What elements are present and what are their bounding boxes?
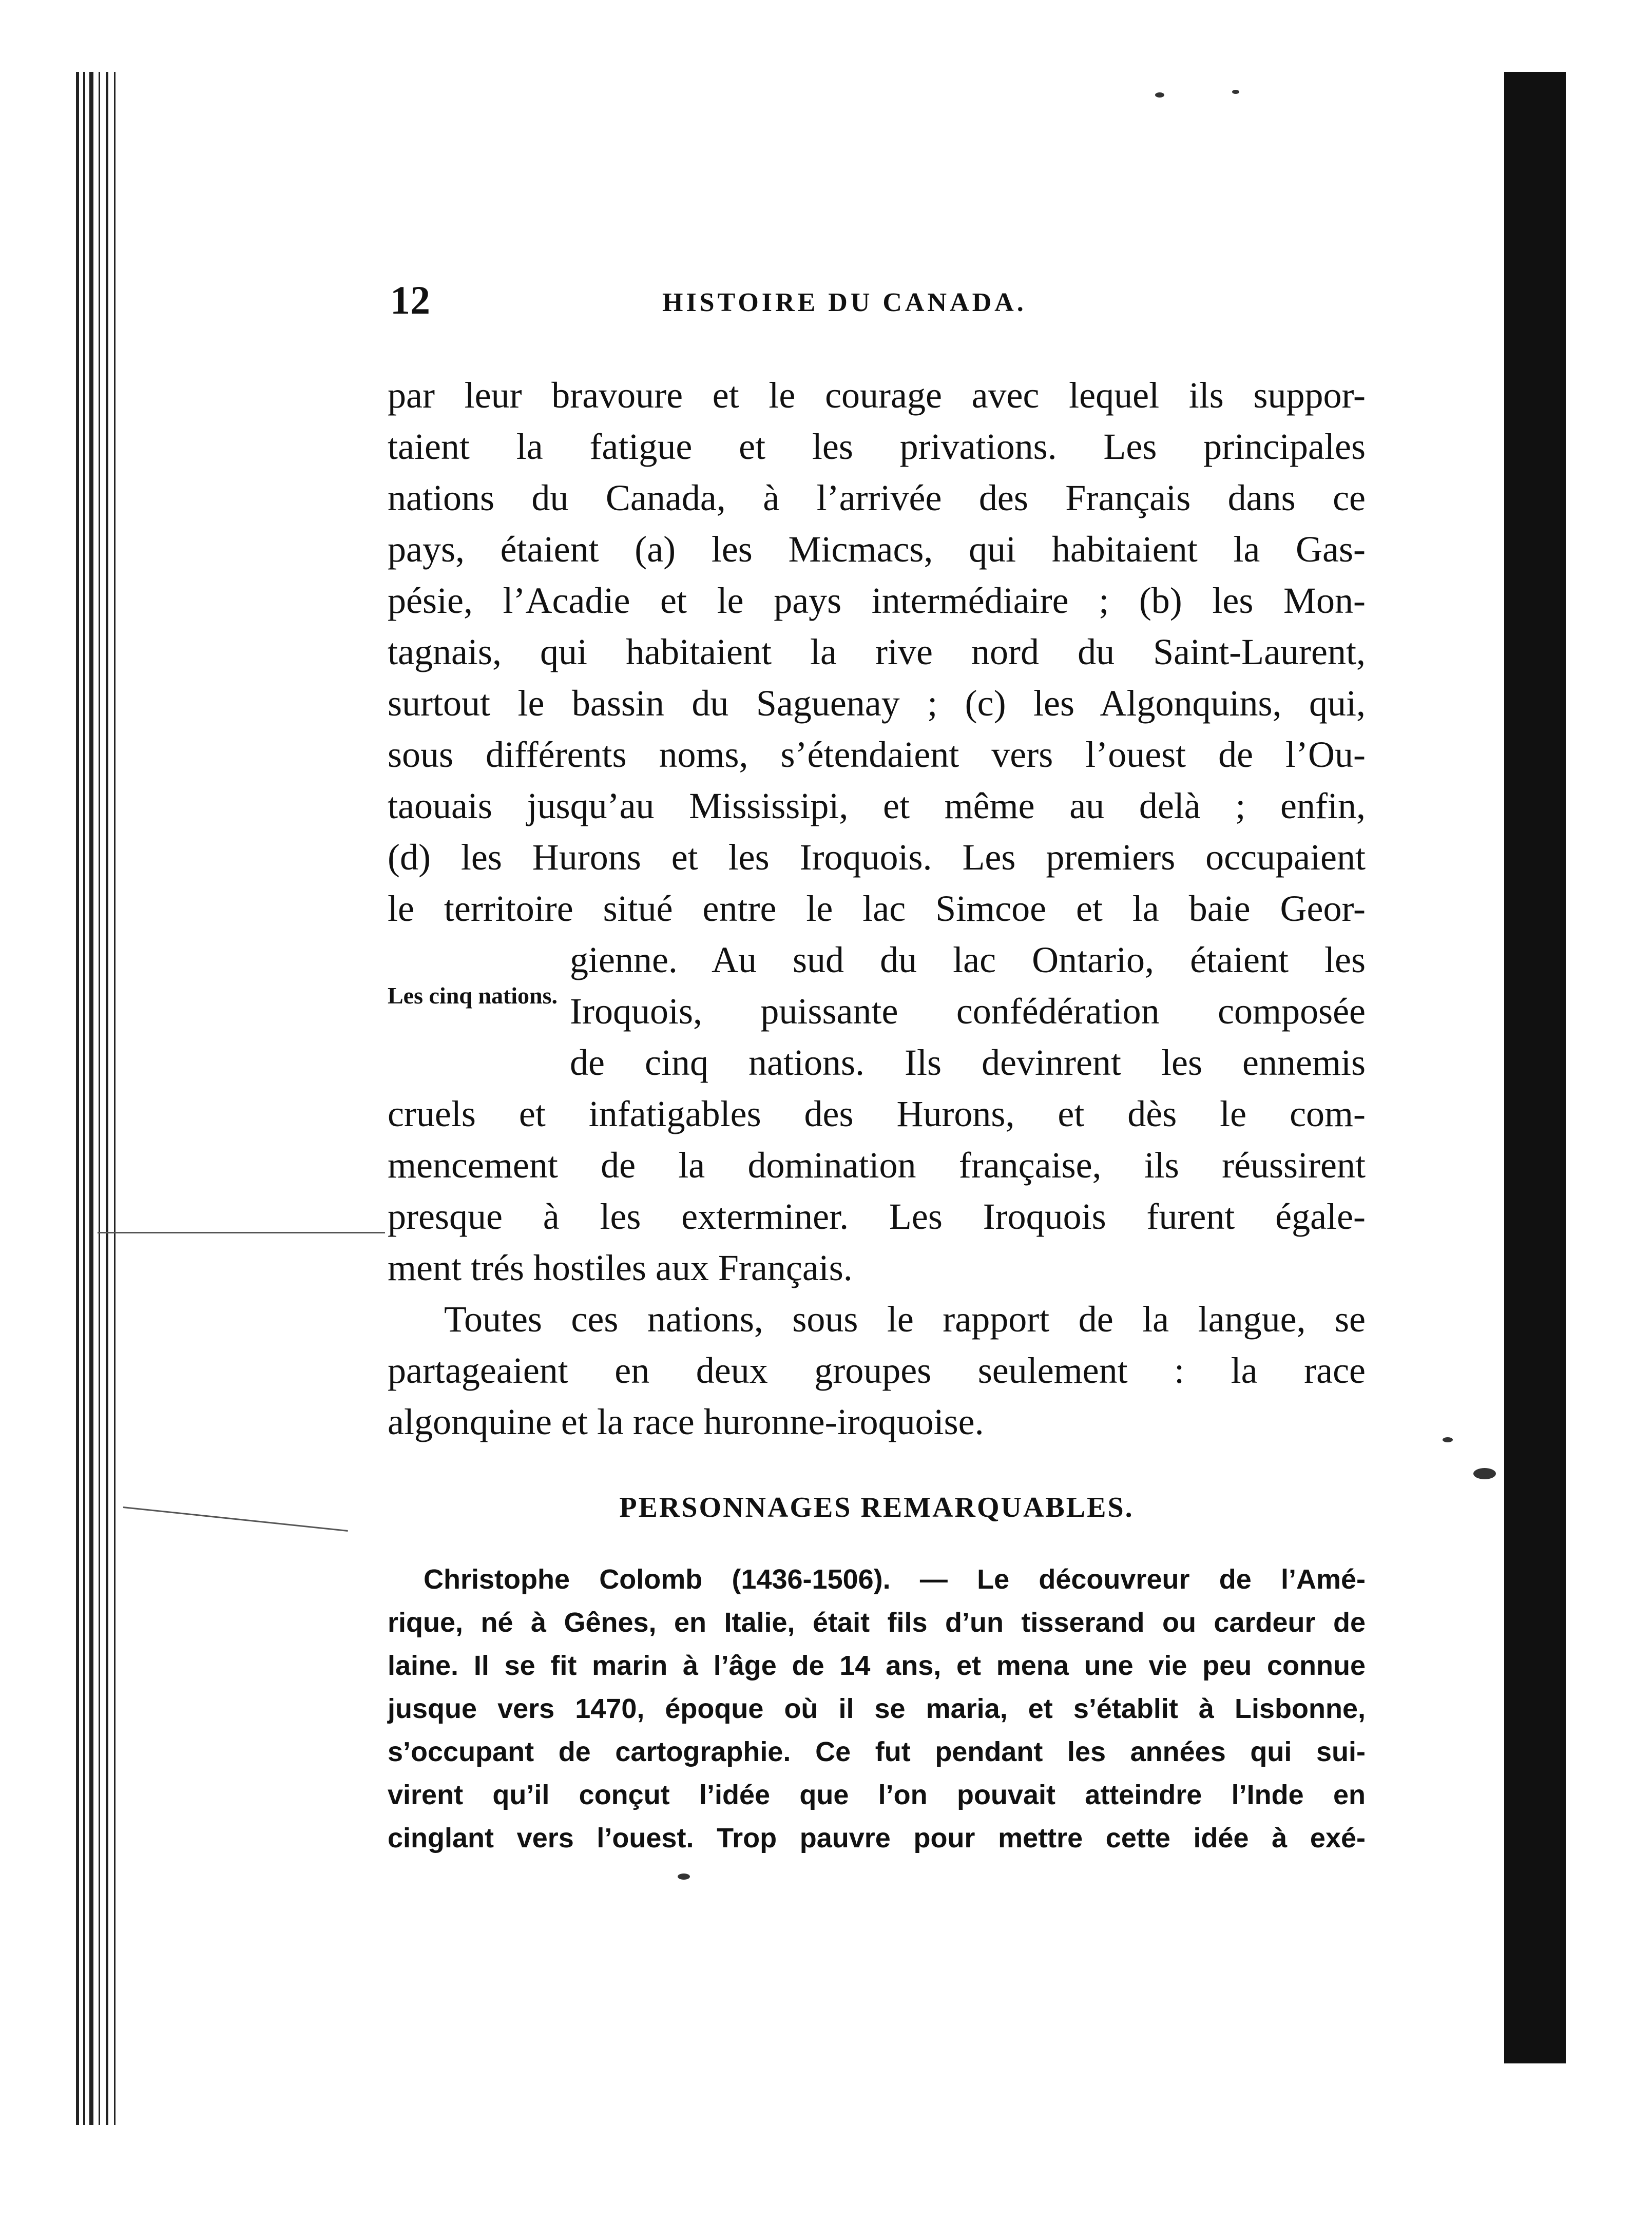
body-text — [388, 370, 1366, 1447]
text-line: algonquine et la race huronne-iroquoise. — [388, 1401, 984, 1442]
text-line: gienne. Au sud du lac Ontario, étaient les — [570, 939, 1366, 980]
bio-line: jusque vers 1470, époque où il se maria, et s’établit à Lisbonne, — [388, 1693, 1366, 1724]
text-line: le territoire situé entre le lac Simcoe et la baie Geor- — [388, 888, 1366, 929]
bio-line: Christophe Colomb (1436-1506). — Le découvreur de l’Amé- — [424, 1564, 1366, 1595]
margin-note: Les cinq nations. — [388, 982, 558, 1009]
text-line: nations du Canada, à l’arrivée des Français dans ce — [388, 477, 1366, 518]
text-line: cruels et infatigables des Hurons, et dès le com- — [388, 1093, 1366, 1134]
text-line: Toutes ces nations, sous le rapport de la langue, se — [444, 1299, 1366, 1340]
text-line: partageaient en deux groupes seulement : la race — [388, 1350, 1366, 1391]
page-number: 12 — [390, 278, 430, 322]
bio-line: virent qu’il conçut l’idée que l’on pouvait atteindre l’Inde en — [388, 1780, 1366, 1810]
scan-dark-edge — [1504, 72, 1566, 2063]
text-line: de cinq nations. Ils devinrent les ennemis — [570, 1042, 1366, 1083]
running-head — [390, 277, 1340, 334]
scan-line-mark — [98, 1232, 385, 1233]
scan-line-mark — [123, 1507, 348, 1532]
text-line: ment trés hostiles aux Français. — [388, 1247, 853, 1288]
scan-speck — [1155, 92, 1164, 98]
text-line: (d) les Hurons et les Iroquois. Les premiers occupaient — [388, 837, 1366, 878]
bio-line: rique, né à Gênes, en Italie, était fils d’un tisserand ou cardeur de — [388, 1607, 1366, 1638]
text-line: taient la fatigue et les privations. Les principales — [388, 426, 1366, 467]
text-line: taouais jusqu’au Mississipi, et même au delà ; enfin, — [388, 785, 1366, 826]
scan-speck — [1473, 1468, 1496, 1479]
text-line: par leur bravoure et le courage avec lequel ils suppor- — [388, 375, 1366, 416]
scan-binding-edge — [76, 72, 138, 2125]
section-heading: PERSONNAGES REMARQUABLES. — [619, 1492, 1134, 1523]
biography-text — [388, 1558, 1366, 1860]
text-line: presque à les exterminer. Les Iroquois furent égale- — [388, 1196, 1366, 1237]
scan-speck — [678, 1874, 690, 1880]
text-line: sous différents noms, s’étendaient vers l’ouest de l’Ou- — [388, 734, 1366, 775]
scan-speck — [1232, 90, 1239, 94]
text-line: tagnais, qui habitaient la rive nord du Saint-Laurent, — [388, 631, 1366, 672]
running-title: HISTOIRE DU CANADA. — [662, 288, 1027, 317]
text-line: Iroquois, puissante confédération composée — [570, 991, 1366, 1032]
bio-line: cinglant vers l’ouest. Trop pauvre pour mettre cette idée à exé- — [388, 1823, 1366, 1853]
bio-line: s’occupant de cartographie. Ce fut pendant les années qui sui- — [388, 1736, 1366, 1767]
scan-speck — [1443, 1437, 1453, 1442]
text-line: surtout le bassin du Saguenay ; (c) les Algonquins, qui, — [388, 683, 1366, 724]
text-line: pays, étaient (a) les Micmacs, qui habitaient la Gas- — [388, 529, 1366, 570]
text-line: pésie, l’Acadie et le pays intermédiaire ; (b) les Mon- — [388, 580, 1366, 621]
bio-line: laine. Il se fit marin à l’âge de 14 ans, et mena une vie peu connue — [388, 1650, 1366, 1681]
text-line: mencement de la domination française, ils réussirent — [388, 1145, 1366, 1186]
